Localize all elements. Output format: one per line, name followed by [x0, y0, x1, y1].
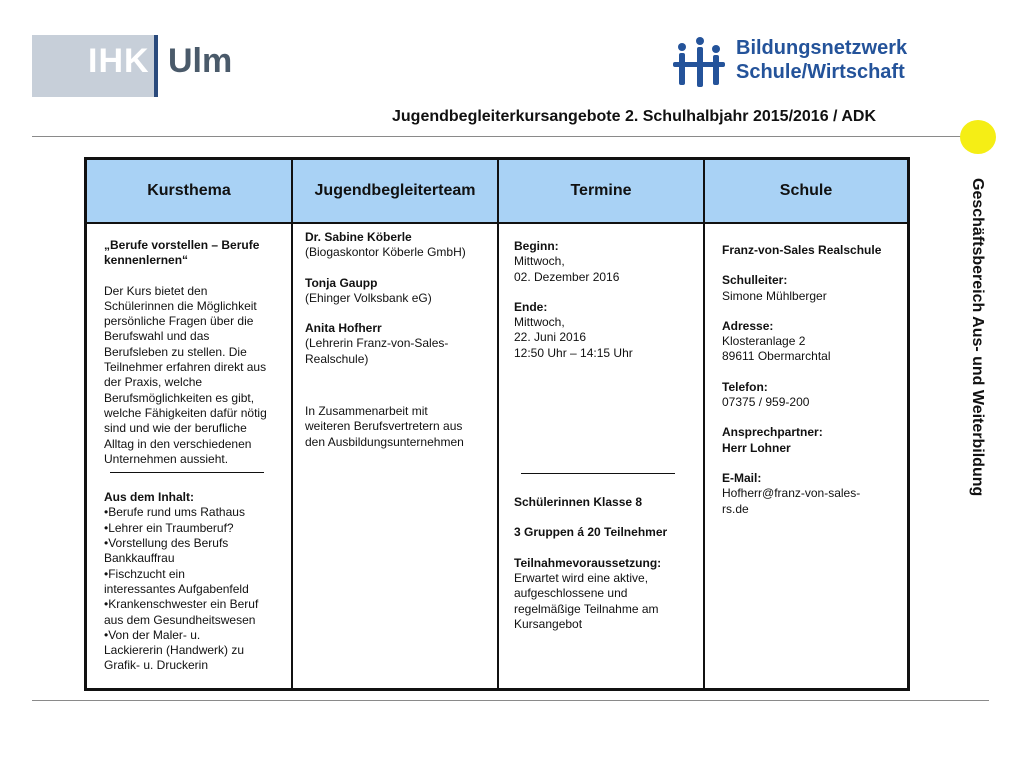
cell-schule [722, 224, 905, 517]
course-description-line: Schülerinnen die Möglichkeit [104, 298, 257, 313]
ende-label: Ende: [514, 299, 548, 314]
inhalt-line: •Vorstellung des Berufs [104, 536, 229, 551]
inhalt-line: aus dem Gesundheitswesen [104, 612, 256, 627]
schulleiter: Simone Mühlberger [722, 288, 827, 303]
cell-termine [514, 224, 700, 632]
ende-line: 12:50 Uhr – 14:15 Uhr [514, 345, 633, 360]
team-note-line: den Ausbildungsunternehmen [305, 434, 464, 449]
ihk-logo-box [32, 35, 156, 97]
email-line: Hofherr@franz-von-sales- [722, 486, 861, 501]
inhalt-line: •Lehrer ein Traumberuf? [104, 520, 234, 535]
inhalt-line: Grafik- u. Druckerin [104, 658, 209, 673]
bildungsnetzwerk-logo [670, 35, 910, 91]
team-member-org: Realschule) [305, 351, 369, 366]
course-title-line: „Berufe vorstellen – Berufe [104, 238, 260, 252]
header-termine: Termine [570, 182, 632, 199]
team-member-org: (Lehrerin Franz-von-Sales- [305, 336, 449, 351]
team-note-line: weiteren Berufsvertretern aus [305, 419, 463, 434]
people-network-icon [670, 35, 730, 91]
course-description-line: Berufswahl und das [104, 329, 210, 344]
team-member-name: Dr. Sabine Köberle [305, 230, 412, 244]
course-description-line: Alltag in den verschiedenen [104, 436, 252, 451]
course-description-line: persönliche Fragen über die [104, 314, 254, 329]
adresse-line: 89611 Obermarchtal [722, 349, 831, 364]
bottom-divider [32, 700, 989, 701]
inhalt-line: •Berufe rund ums Rathaus [104, 505, 245, 520]
adresse-label: Adresse: [722, 318, 774, 333]
column-divider [703, 160, 705, 688]
school-name: Franz-von-Sales Realschule [722, 243, 882, 257]
course-description-line: Berufsmöglichkeiten es gibt, [104, 390, 255, 405]
course-description-line: welche Fähigkeiten dafür nötig [104, 405, 267, 420]
column-divider [497, 160, 499, 688]
inhalt-line: •Fischzucht ein [104, 566, 185, 581]
team-member-name: Tonja Gaupp [305, 275, 378, 290]
termine-separator [521, 473, 675, 474]
yellow-dot-decoration [960, 120, 996, 154]
team-member-name: Anita Hofherr [305, 321, 382, 336]
course-description-line: Unternehmen aussieht. [104, 451, 229, 466]
ende-line: 22. Juni 2016 [514, 330, 587, 345]
voraussetzung-line: Kursangebot [514, 616, 583, 631]
beginn-line: Mittwoch, [514, 254, 565, 269]
voraussetzung-line: regelmäßige Teilnahme am [514, 601, 659, 616]
gruppen: 3 Gruppen á 20 Teilnehmer [514, 525, 668, 540]
ansprechpartner-label: Ansprechpartner: [722, 425, 823, 440]
ihk-logo-divider [154, 35, 158, 97]
course-title-line: kennenlernen“ [104, 253, 189, 268]
course-table [84, 157, 910, 691]
schulleiter-label: Schulleiter: [722, 273, 788, 288]
team-member-org: (Biogaskontor Köberle GmbH) [305, 245, 466, 260]
header-schule: Schule [779, 182, 833, 199]
inhalt-line: interessantes Aufgabenfeld [104, 581, 249, 596]
course-description-line: Teilnehmer erfahren direkt aus [104, 360, 267, 375]
side-label: Geschäftsbereich Aus- und Weiterbildung [969, 178, 986, 497]
bildungsnetzwerk-logo-line1: Bildungsnetzwerk [736, 37, 908, 59]
ihk-ulm-logo [32, 35, 233, 97]
inhalt-line: Lackiererin (Handwerk) zu [104, 643, 245, 658]
course-description-line: Der Kurs bietet den [104, 283, 208, 298]
voraussetzung-label: Teilnahmevoraussetzung: [514, 555, 662, 570]
header-jugendbegleiterteam: Jugendbegleiterteam [314, 182, 476, 199]
team-note-line: In Zusammenarbeit mit [305, 404, 428, 419]
voraussetzung-line: Erwartet wird eine aktive, [514, 570, 649, 585]
zielgruppe: Schülerinnen Klasse 8 [514, 495, 643, 510]
telefon-label: Telefon: [722, 379, 768, 394]
beginn-label: Beginn: [514, 239, 559, 253]
ansprechpartner: Herr Lohner [722, 440, 791, 455]
cell-kursthema [104, 224, 288, 674]
course-description-line: sind und wie der berufliche [104, 421, 247, 436]
course-description-line: der Praxis, welche [104, 375, 203, 390]
voraussetzung-line: aufgeschlossene und [514, 586, 628, 601]
inhalt-heading: Aus dem Inhalt: [104, 490, 195, 505]
bildungsnetzwerk-logo-line2: Schule/Wirtschaft [736, 61, 905, 83]
beginn-line: 02. Dezember 2016 [514, 269, 620, 284]
course-description-line: Berufsleben zu stellen. Die [104, 344, 247, 359]
email-line: rs.de [722, 501, 749, 516]
email-label: E-Mail: [722, 470, 762, 485]
inhalt-line: •Krankenschwester ein Beruf [104, 597, 259, 612]
telefon: 07375 / 959-200 [722, 395, 810, 410]
inhalt-line: Bankkauffrau [104, 551, 175, 566]
document-title: Jugendbegleiterkursangebote 2. Schulhalbjahr 2015/2016 / ADK [392, 108, 877, 125]
top-divider [32, 136, 989, 137]
ihk-logo-text: IHK [88, 42, 150, 80]
inhalt-line: •Von der Maler- u. [104, 627, 201, 642]
ulm-logo-text: Ulm [168, 42, 233, 80]
cell-team [305, 224, 493, 450]
header-kursthema: Kursthema [147, 182, 231, 199]
kursthema-separator [110, 472, 264, 473]
column-divider [291, 160, 293, 688]
team-member-org: (Ehinger Volksbank eG) [305, 290, 432, 305]
ende-line: Mittwoch, [514, 315, 565, 330]
adresse-line: Klosteranlage 2 [722, 334, 806, 349]
